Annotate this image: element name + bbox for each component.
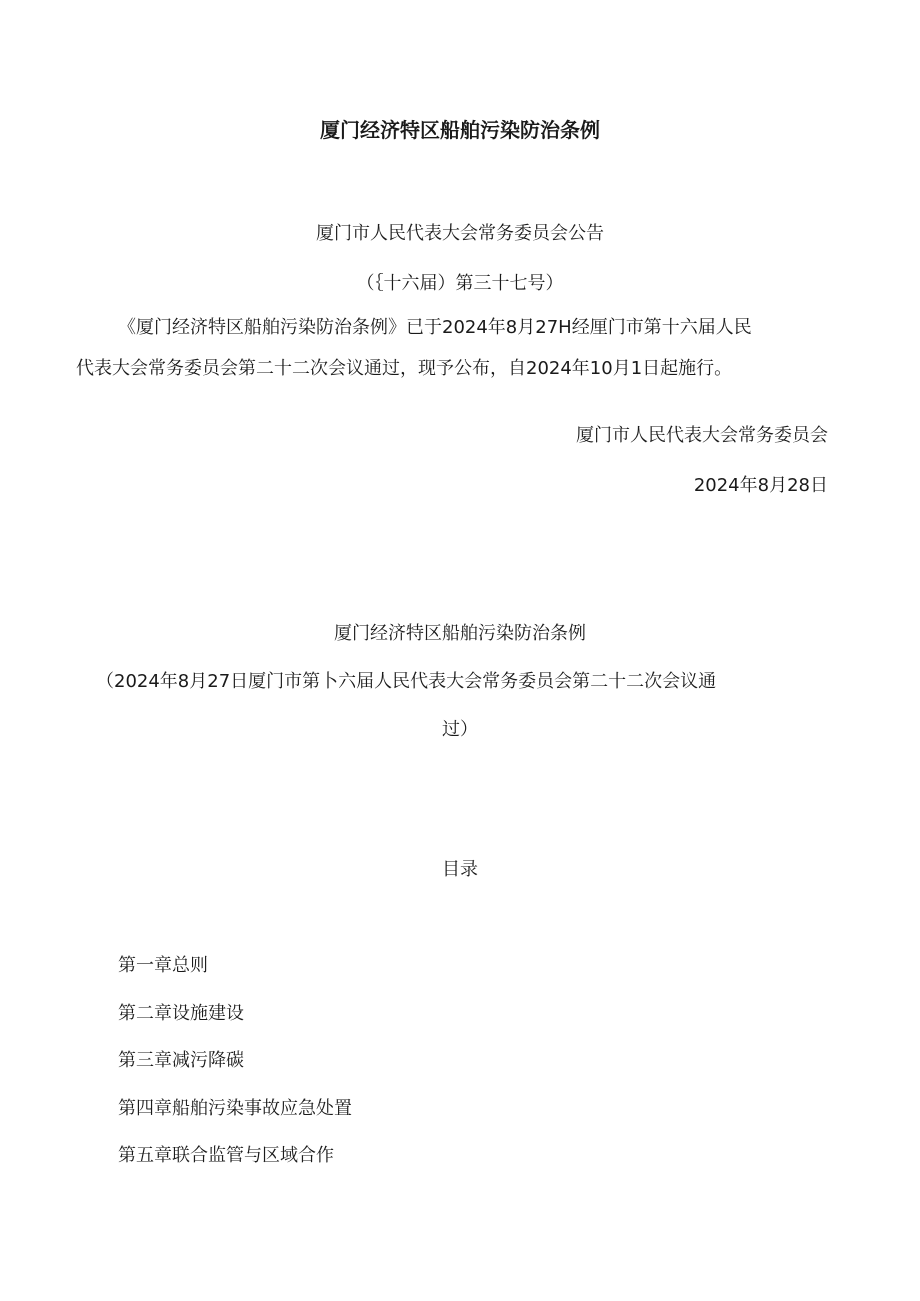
toc-item-chapter-2: 第二章设施建设	[118, 1002, 244, 1024]
notice-body-line-1: 《厦门经济特区船舶污染防治条例》已于2024年8月27H经厘门市第十六届人民	[118, 317, 752, 338]
toc-item-chapter-4: 第四章船舶污染事故应急处置	[118, 1097, 352, 1119]
regulation-adoption-note-line-2: 过）	[442, 719, 478, 740]
notice-issuer-title: 厦门市人民代表大会常务委员会公告	[316, 223, 604, 244]
toc-item-chapter-1: 第一章总则	[118, 955, 208, 976]
notice-signer: 厦门市人民代表大会常务委员会	[576, 425, 828, 446]
notice-body-line-2: 代表大会常务委员会第二十二次会议通过，现予公布，自2024年10月1日起施行。	[76, 358, 733, 379]
regulation-title: 厦门经济特区船舶污染防治条例	[334, 623, 586, 644]
notice-date: 2024年8月28日	[693, 475, 828, 496]
toc-list	[118, 954, 352, 1192]
document-title: 厦门经济特区船舶污染防治条例	[320, 118, 600, 142]
toc-item-chapter-3: 第三章减污降碳	[118, 1050, 244, 1071]
toc-title: 目录	[442, 859, 478, 880]
notice-number: （｛十六届）第三十七号）	[356, 273, 564, 294]
toc-item-chapter-5: 第五章联合监管与区域合作	[118, 1145, 334, 1166]
regulation-adoption-note-line-1: （2024年8月27日厦门市第卜六届人民代表大会常务委员会第二十二次会议通	[96, 671, 717, 692]
